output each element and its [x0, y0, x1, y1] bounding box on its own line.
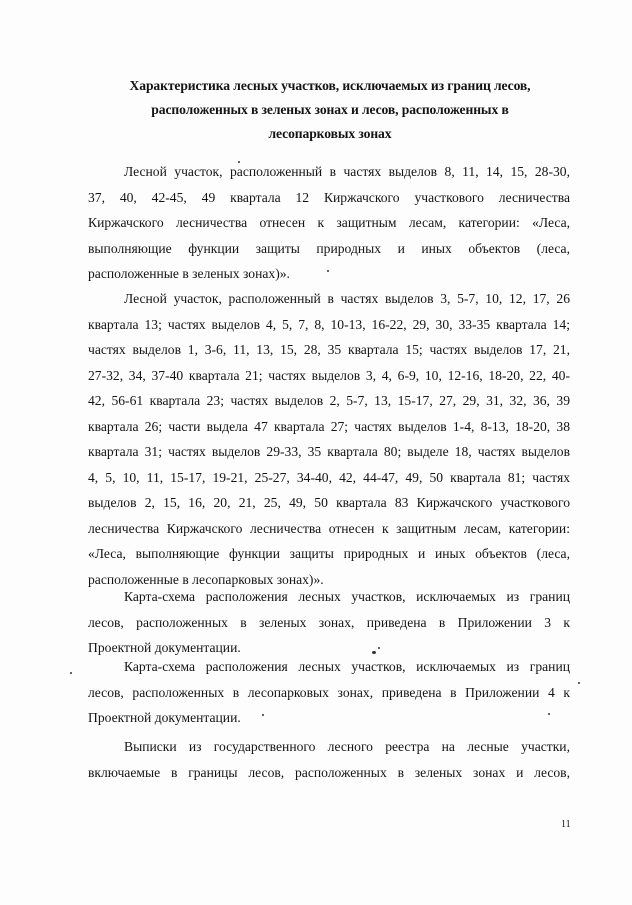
text-line: 42, 56-61 квартала 23; частях выделов 2, 5-7, 13, 15-17, 27, 29, 31, 32, 36, 39 [88, 393, 570, 408]
text-line: лесничества Киржачского лесничества отнесен к защитным лесам, категории: [88, 520, 570, 536]
text-line: лесов, расположенных в зеленых зонах, приведена в Приложении 3 к [88, 614, 570, 630]
paragraph-map-appendix-4 [88, 654, 570, 731]
text-line: частях выделов 1, 3-6, 11, 13, 15, 28, 35 квартала 15; частях выделов 17, 21, [88, 342, 570, 357]
text-line: 4, 5, 10, 11, 15-17, 19-21, 25-27, 34-40, 42, 44-47, 49, 50 квартала 81; частях [88, 469, 570, 485]
text-line: Выписки из государственного лесного реестра на лесные участки, [124, 739, 570, 754]
heading-line: Характеристика лесных участков, исключаемых из границ лесов, [129, 78, 531, 93]
text-line: расположенные в зеленых зонах)». [88, 266, 290, 281]
paragraph-forest-park-plot [88, 286, 570, 592]
text-line: лесов, расположенных в лесопарковых зонах, приведена в Приложении 4 к [88, 684, 570, 700]
text-line: квартала 26; части выдела 47 квартала 27; частях выделов 1-4, 8-13, 18-20, 38 [88, 418, 570, 434]
paragraph-green-zone-plot [88, 159, 570, 287]
scan-speck [238, 161, 240, 163]
text-line: включаемые в границы лесов, расположенных в зеленых зонах и лесов, [88, 764, 570, 780]
text-line: Карта-схема расположения лесных участков, исключаемых из границ [124, 659, 570, 674]
heading-line: расположенных в зеленых зонах и лесов, расположенных в [151, 102, 509, 117]
paragraph-map-appendix-3 [88, 584, 570, 661]
scan-speck [548, 713, 550, 715]
scan-speck [262, 714, 264, 716]
text-line: 27-32, 34, 37-40 квартала 21; частях выделов 3, 4, 6-9, 10, 12-16, 18-20, 22, 40- [88, 367, 570, 383]
text-line: выполняющие функции защиты природных и иных объектов (леса, [88, 240, 570, 256]
page-number: 11 [561, 819, 571, 830]
scan-speck [70, 672, 72, 674]
text-line: Киржачского лесничества отнесен к защитным лесам, категории: «Леса, [88, 215, 570, 230]
text-line: квартала 31; частях выделов 29-33, 35 квартала 80; выделе 18, частях выделов [88, 444, 570, 459]
text-line: Карта-схема расположения лесных участков, исключаемых из границ [124, 589, 570, 604]
heading-line: лесопарковых зонах [268, 126, 392, 141]
scan-speck [578, 682, 580, 684]
text-line: расположенные в лесопарковых зонах)». [88, 571, 324, 587]
text-line: выделов 2, 15, 16, 20, 21, 25, 49, 50 квартала 83 Киржачского участкового [88, 495, 570, 510]
text-line: 37, 40, 42-45, 49 квартала 12 Киржачского участкового лесничества [88, 189, 570, 205]
paragraph-registry-extracts [88, 734, 570, 785]
text-line: квартала 13; частях выделов 4, 5, 7, 8, 10-13, 16-22, 29, 30, 33-35 квартала 14; [88, 316, 570, 332]
text-line: Проектной документации. [88, 640, 241, 655]
text-line: Проектной документации. [88, 710, 241, 725]
text-line: Лесной участок, расположенный в частях выделов 3, 5-7, 10, 12, 17, 26 [124, 291, 570, 306]
text-line: Лесной участок, расположенный в частях выделов 8, 11, 14, 15, 28-30, [124, 164, 570, 179]
scan-speck [327, 270, 329, 272]
scan-speck [378, 647, 380, 649]
text-line: «Леса, выполняющие функции защиты природных и иных объектов (леса, [88, 546, 570, 561]
document-heading [70, 74, 590, 146]
scan-speck [372, 651, 376, 654]
